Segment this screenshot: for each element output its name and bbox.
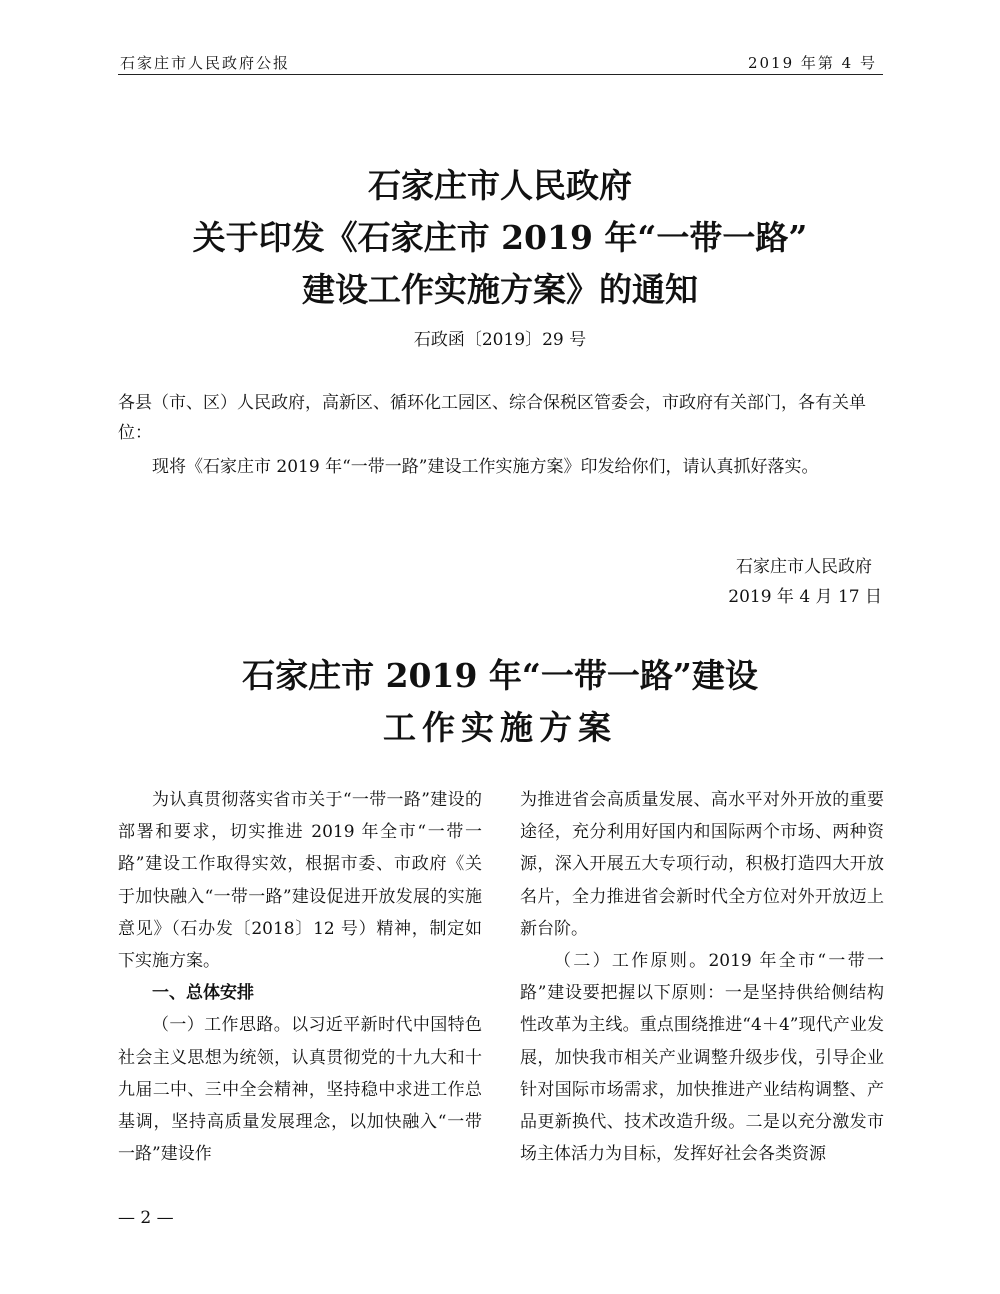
work-approach-paragraph: （一）工作思路。以习近平新时代中国特色社会主义思想为统领，认真贯彻党的十九大和十九届二中、三中全会精神，坚持稳中求进工作总基调，坚持高质量发展理念，以加快融入“一带一路”建设作	[118, 1015, 482, 1165]
notice-body: 现将《石家庄市 2019 年“一带一路”建设工作实施方案》印发给你们，请认真抓好落实。	[152, 457, 819, 477]
signer: 石家庄市人民政府	[736, 557, 872, 577]
notice-title-line1: 石家庄市人民政府	[368, 166, 632, 205]
notice-title-line3: 建设工作实施方案》的通知	[302, 270, 698, 309]
left-column	[118, 784, 482, 1170]
right-column	[520, 784, 884, 1170]
issue-number: 2019 年第 4 号	[747, 54, 877, 72]
notice-title-line2: 关于印发《石家庄市 2019 年“一带一路”	[192, 218, 808, 257]
plan-title-line1: 石家庄市 2019 年“一带一路”建设	[242, 656, 758, 695]
sign-date: 2019 年 4 月 17 日	[728, 587, 882, 607]
work-principles-paragraph: （二）工作原则。2019 年全市“一带一路”建设要把握以下原则：一是坚持供给侧结构性改革为主线。重点围绕推进“4＋4”现代产业发展，加快我市相关产业调整升级步伐，引导企业针对国际市场需求，加快推进产业结构调整、产品更新换代、技术改造升级。二是以充分激发市场主体活力为目标，发挥好社会各类资源	[520, 951, 884, 1165]
signature-block	[728, 552, 882, 612]
plan-title	[0, 650, 1000, 754]
publication-name: 石家庄市人民政府公报	[120, 54, 291, 72]
section-heading: 一、总体安排	[152, 983, 254, 1004]
work-approach-continued: 为推进省会高质量发展、高水平对外开放的重要途径，充分利用好国内和国际两个市场、两种资源，深入开展五大专项行动，积极打造四大开放名片，全力推进省会新时代全方位对外开放迈上新台阶。	[520, 790, 884, 939]
plan-intro: 为认真贯彻落实省市关于“一带一路”建设的部署和要求，切实推进 2019 年全市“一带一路”建设工作取得实效，根据市委、市政府《关于加快融入“一带一路”建设促进开放发展的实施意见》（石办发〔2018〕12 号）精神，制定如下实施方案。	[118, 790, 482, 972]
plan-title-line2: 工作实施方案	[383, 708, 617, 747]
page-header	[118, 52, 883, 75]
salutation: 各县（市、区）人民政府，高新区、循环化工园区、综合保税区管委会，市政府有关部门，各有关单位：	[118, 393, 866, 443]
document-number: 石政函〔2019〕29 号	[413, 330, 587, 350]
notice-title	[0, 160, 1000, 316]
page-number: — 2 —	[118, 1208, 174, 1228]
